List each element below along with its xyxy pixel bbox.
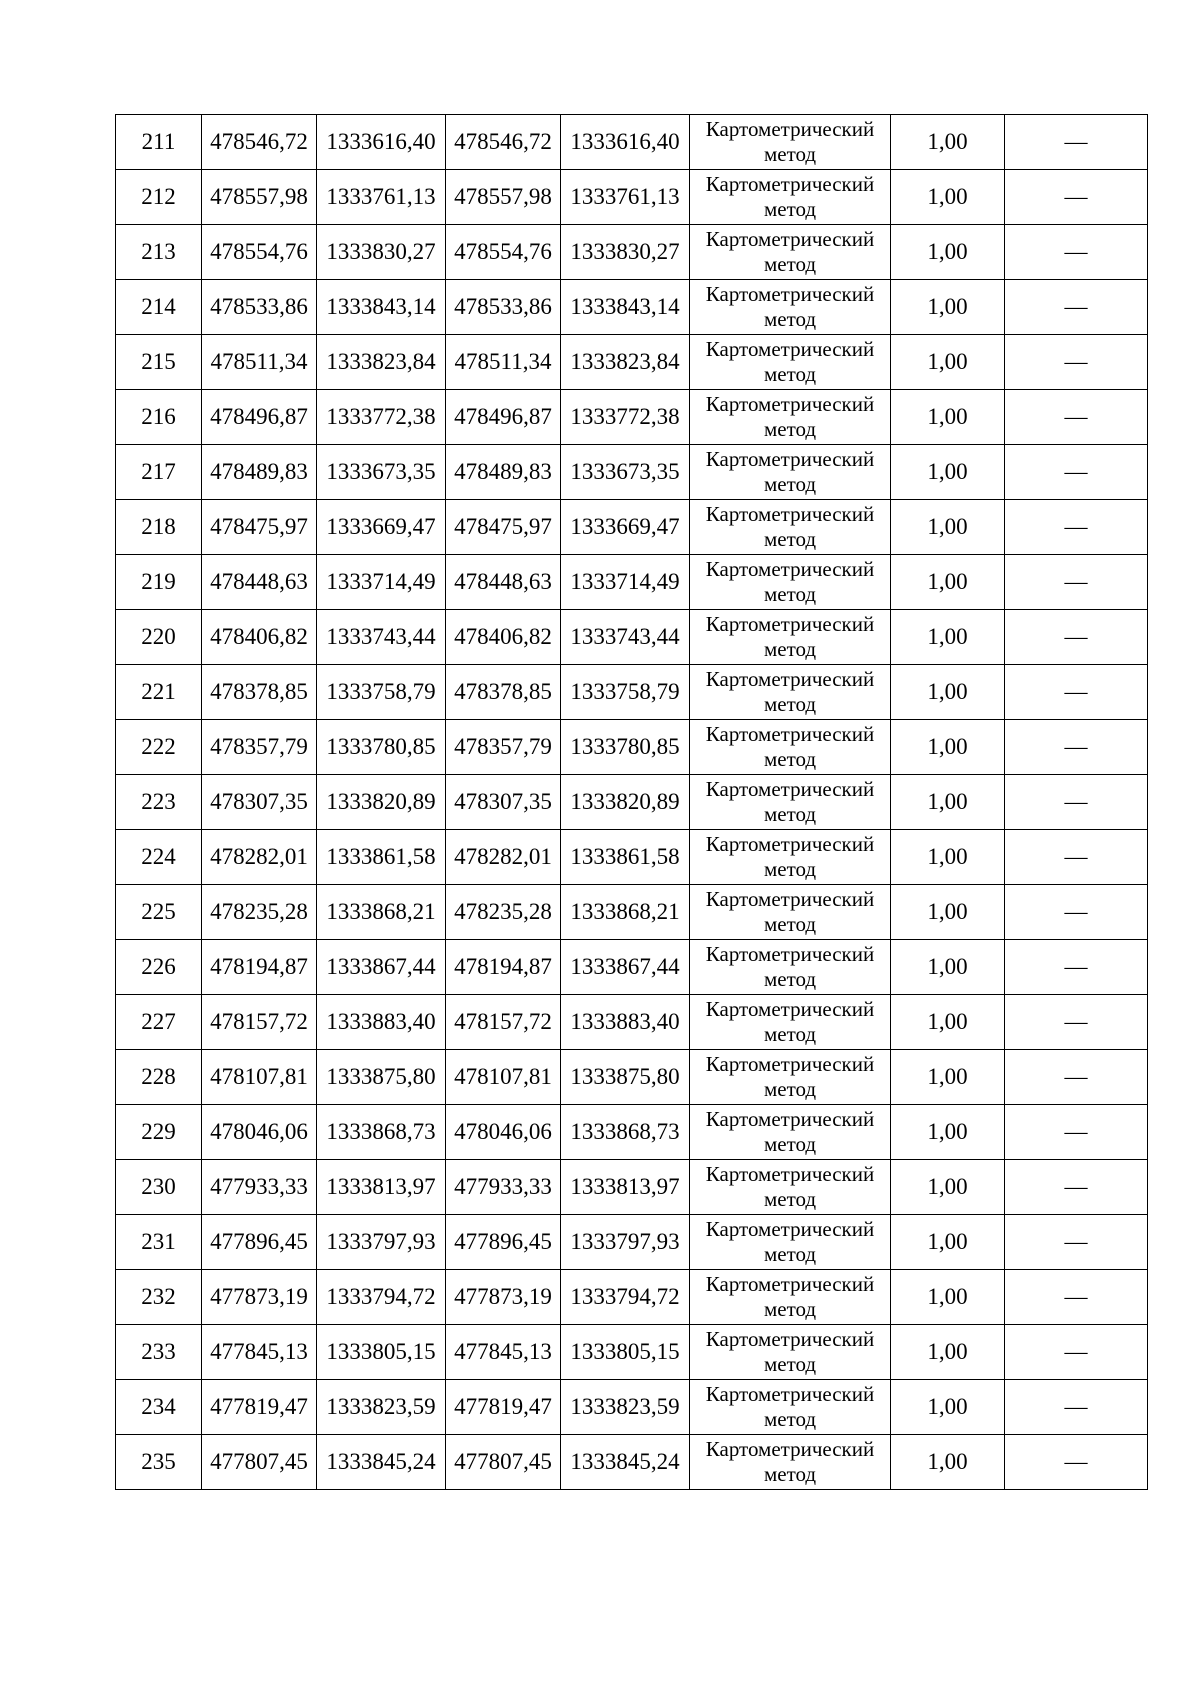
method-line-2: метод <box>763 1462 817 1486</box>
method-line-2: метод <box>763 1187 817 1211</box>
accuracy-cell: 1,00 <box>891 1380 1005 1435</box>
y-coordinate-cell: 1333875,80 <box>561 1050 690 1105</box>
x-coordinate-cell: 478307,35 <box>446 775 561 830</box>
x-coordinate-cell: 478557,98 <box>446 170 561 225</box>
y-coordinate-cell: 1333758,79 <box>561 665 690 720</box>
method-line-1: Картометрический <box>705 1272 875 1296</box>
y-coordinate-cell: 1333794,72 <box>561 1270 690 1325</box>
note-cell: — <box>1005 775 1148 830</box>
x-coordinate-cell: 478046,06 <box>202 1105 317 1160</box>
note-cell: — <box>1005 335 1148 390</box>
table-row <box>116 335 1148 390</box>
method-line-1: Картометрический <box>705 997 875 1021</box>
method-cell <box>690 1160 891 1215</box>
method-line-2: метод <box>763 197 817 221</box>
table-row <box>116 1380 1148 1435</box>
table-row <box>116 1050 1148 1105</box>
accuracy-cell: 1,00 <box>891 885 1005 940</box>
table-row <box>116 995 1148 1050</box>
method-line-1: Картометрический <box>705 447 875 471</box>
y-coordinate-cell: 1333714,49 <box>317 555 446 610</box>
point-number-cell: 221 <box>116 665 202 720</box>
y-coordinate-cell: 1333761,13 <box>317 170 446 225</box>
accuracy-cell: 1,00 <box>891 225 1005 280</box>
y-coordinate-cell: 1333861,58 <box>317 830 446 885</box>
table-row <box>116 610 1148 665</box>
x-coordinate-cell: 478307,35 <box>202 775 317 830</box>
y-coordinate-cell: 1333845,24 <box>561 1435 690 1490</box>
method-cell <box>690 1270 891 1325</box>
table-row <box>116 885 1148 940</box>
method-line-1: Картометрический <box>705 777 875 801</box>
method-cell <box>690 940 891 995</box>
method-cell <box>690 665 891 720</box>
x-coordinate-cell: 478496,87 <box>446 390 561 445</box>
point-number-cell: 211 <box>116 115 202 170</box>
table-row <box>116 720 1148 775</box>
method-cell <box>690 830 891 885</box>
method-line-2: метод <box>763 1242 817 1266</box>
x-coordinate-cell: 477873,19 <box>446 1270 561 1325</box>
y-coordinate-cell: 1333669,47 <box>317 500 446 555</box>
method-cell <box>690 280 891 335</box>
accuracy-cell: 1,00 <box>891 170 1005 225</box>
method-line-1: Картометрический <box>705 282 875 306</box>
y-coordinate-cell: 1333673,35 <box>561 445 690 500</box>
point-number-cell: 234 <box>116 1380 202 1435</box>
note-cell: — <box>1005 1050 1148 1105</box>
x-coordinate-cell: 478496,87 <box>202 390 317 445</box>
table-row <box>116 1105 1148 1160</box>
method-cell <box>690 775 891 830</box>
method-cell <box>690 390 891 445</box>
point-number-cell: 226 <box>116 940 202 995</box>
y-coordinate-cell: 1333780,85 <box>317 720 446 775</box>
method-cell <box>690 1380 891 1435</box>
table-body <box>116 115 1148 1490</box>
method-line-2: метод <box>763 857 817 881</box>
point-number-cell: 222 <box>116 720 202 775</box>
y-coordinate-cell: 1333868,73 <box>561 1105 690 1160</box>
x-coordinate-cell: 477845,13 <box>202 1325 317 1380</box>
y-coordinate-cell: 1333714,49 <box>561 555 690 610</box>
note-cell: — <box>1005 1270 1148 1325</box>
method-line-2: метод <box>763 1352 817 1376</box>
point-number-cell: 235 <box>116 1435 202 1490</box>
point-number-cell: 216 <box>116 390 202 445</box>
y-coordinate-cell: 1333797,93 <box>561 1215 690 1270</box>
note-cell: — <box>1005 940 1148 995</box>
point-number-cell: 215 <box>116 335 202 390</box>
accuracy-cell: 1,00 <box>891 1105 1005 1160</box>
x-coordinate-cell: 478357,79 <box>202 720 317 775</box>
x-coordinate-cell: 478357,79 <box>446 720 561 775</box>
table-row <box>116 1435 1148 1490</box>
accuracy-cell: 1,00 <box>891 1160 1005 1215</box>
method-cell <box>690 1215 891 1270</box>
note-cell: — <box>1005 885 1148 940</box>
coordinates-table <box>115 114 1148 1490</box>
point-number-cell: 214 <box>116 280 202 335</box>
x-coordinate-cell: 478378,85 <box>202 665 317 720</box>
point-number-cell: 223 <box>116 775 202 830</box>
x-coordinate-cell: 478406,82 <box>202 610 317 665</box>
method-cell <box>690 170 891 225</box>
note-cell: — <box>1005 445 1148 500</box>
method-cell <box>690 995 891 1050</box>
point-number-cell: 229 <box>116 1105 202 1160</box>
y-coordinate-cell: 1333772,38 <box>317 390 446 445</box>
y-coordinate-cell: 1333673,35 <box>317 445 446 500</box>
note-cell: — <box>1005 555 1148 610</box>
note-cell: — <box>1005 225 1148 280</box>
y-coordinate-cell: 1333868,21 <box>317 885 446 940</box>
method-line-1: Картометрический <box>705 117 875 141</box>
point-number-cell: 230 <box>116 1160 202 1215</box>
table-row <box>116 1215 1148 1270</box>
accuracy-cell: 1,00 <box>891 555 1005 610</box>
accuracy-cell: 1,00 <box>891 610 1005 665</box>
note-cell: — <box>1005 610 1148 665</box>
x-coordinate-cell: 478546,72 <box>446 115 561 170</box>
method-line-1: Картометрический <box>705 392 875 416</box>
method-line-2: метод <box>763 1022 817 1046</box>
table-row <box>116 500 1148 555</box>
point-number-cell: 217 <box>116 445 202 500</box>
accuracy-cell: 1,00 <box>891 335 1005 390</box>
method-line-1: Картометрический <box>705 1052 875 1076</box>
point-number-cell: 232 <box>116 1270 202 1325</box>
accuracy-cell: 1,00 <box>891 1215 1005 1270</box>
note-cell: — <box>1005 720 1148 775</box>
y-coordinate-cell: 1333669,47 <box>561 500 690 555</box>
method-line-1: Картометрический <box>705 557 875 581</box>
y-coordinate-cell: 1333743,44 <box>317 610 446 665</box>
point-number-cell: 224 <box>116 830 202 885</box>
method-line-2: метод <box>763 362 817 386</box>
method-line-2: метод <box>763 967 817 991</box>
y-coordinate-cell: 1333616,40 <box>317 115 446 170</box>
note-cell: — <box>1005 500 1148 555</box>
table-row <box>116 1160 1148 1215</box>
method-line-1: Картометрический <box>705 1382 875 1406</box>
table-row <box>116 1325 1148 1380</box>
x-coordinate-cell: 478448,63 <box>446 555 561 610</box>
y-coordinate-cell: 1333883,40 <box>317 995 446 1050</box>
method-cell <box>690 1050 891 1105</box>
method-cell <box>690 720 891 775</box>
note-cell: — <box>1005 1215 1148 1270</box>
y-coordinate-cell: 1333813,97 <box>561 1160 690 1215</box>
x-coordinate-cell: 478194,87 <box>202 940 317 995</box>
method-cell <box>690 1325 891 1380</box>
method-line-2: метод <box>763 527 817 551</box>
method-cell <box>690 115 891 170</box>
point-number-cell: 218 <box>116 500 202 555</box>
y-coordinate-cell: 1333875,80 <box>317 1050 446 1105</box>
x-coordinate-cell: 478194,87 <box>446 940 561 995</box>
y-coordinate-cell: 1333867,44 <box>561 940 690 995</box>
note-cell: — <box>1005 665 1148 720</box>
method-line-1: Картометрический <box>705 172 875 196</box>
y-coordinate-cell: 1333845,24 <box>317 1435 446 1490</box>
y-coordinate-cell: 1333805,15 <box>317 1325 446 1380</box>
method-line-2: метод <box>763 1132 817 1156</box>
note-cell: — <box>1005 830 1148 885</box>
y-coordinate-cell: 1333868,21 <box>561 885 690 940</box>
y-coordinate-cell: 1333758,79 <box>317 665 446 720</box>
y-coordinate-cell: 1333823,84 <box>561 335 690 390</box>
accuracy-cell: 1,00 <box>891 665 1005 720</box>
method-line-2: метод <box>763 252 817 276</box>
table-row <box>116 940 1148 995</box>
method-cell <box>690 885 891 940</box>
x-coordinate-cell: 477933,33 <box>202 1160 317 1215</box>
note-cell: — <box>1005 390 1148 445</box>
accuracy-cell: 1,00 <box>891 1325 1005 1380</box>
table-row <box>116 115 1148 170</box>
note-cell: — <box>1005 115 1148 170</box>
method-line-2: метод <box>763 472 817 496</box>
method-line-1: Картометрический <box>705 227 875 251</box>
method-line-1: Картометрический <box>705 887 875 911</box>
point-number-cell: 227 <box>116 995 202 1050</box>
method-line-1: Картометрический <box>705 612 875 636</box>
x-coordinate-cell: 477819,47 <box>202 1380 317 1435</box>
x-coordinate-cell: 478554,76 <box>446 225 561 280</box>
x-coordinate-cell: 477896,45 <box>202 1215 317 1270</box>
y-coordinate-cell: 1333797,93 <box>317 1215 446 1270</box>
y-coordinate-cell: 1333794,72 <box>317 1270 446 1325</box>
table-row <box>116 225 1148 280</box>
x-coordinate-cell: 478157,72 <box>202 995 317 1050</box>
y-coordinate-cell: 1333823,84 <box>317 335 446 390</box>
table-row <box>116 445 1148 500</box>
accuracy-cell: 1,00 <box>891 995 1005 1050</box>
method-line-2: метод <box>763 417 817 441</box>
x-coordinate-cell: 477845,13 <box>446 1325 561 1380</box>
y-coordinate-cell: 1333820,89 <box>317 775 446 830</box>
method-line-2: метод <box>763 582 817 606</box>
method-cell <box>690 555 891 610</box>
method-line-2: метод <box>763 637 817 661</box>
method-line-1: Картометрический <box>705 1437 875 1461</box>
table-row <box>116 1270 1148 1325</box>
method-cell <box>690 225 891 280</box>
y-coordinate-cell: 1333843,14 <box>561 280 690 335</box>
method-line-2: метод <box>763 307 817 331</box>
x-coordinate-cell: 478533,86 <box>202 280 317 335</box>
y-coordinate-cell: 1333820,89 <box>561 775 690 830</box>
point-number-cell: 212 <box>116 170 202 225</box>
point-number-cell: 225 <box>116 885 202 940</box>
table-row <box>116 555 1148 610</box>
x-coordinate-cell: 478378,85 <box>446 665 561 720</box>
y-coordinate-cell: 1333780,85 <box>561 720 690 775</box>
accuracy-cell: 1,00 <box>891 115 1005 170</box>
x-coordinate-cell: 478406,82 <box>446 610 561 665</box>
method-cell <box>690 1105 891 1160</box>
accuracy-cell: 1,00 <box>891 775 1005 830</box>
method-line-1: Картометрический <box>705 1107 875 1131</box>
y-coordinate-cell: 1333805,15 <box>561 1325 690 1380</box>
y-coordinate-cell: 1333883,40 <box>561 995 690 1050</box>
y-coordinate-cell: 1333761,13 <box>561 170 690 225</box>
y-coordinate-cell: 1333813,97 <box>317 1160 446 1215</box>
method-line-1: Картометрический <box>705 1217 875 1241</box>
note-cell: — <box>1005 1380 1148 1435</box>
x-coordinate-cell: 477807,45 <box>446 1435 561 1490</box>
y-coordinate-cell: 1333743,44 <box>561 610 690 665</box>
accuracy-cell: 1,00 <box>891 390 1005 445</box>
method-line-2: метод <box>763 912 817 936</box>
y-coordinate-cell: 1333868,73 <box>317 1105 446 1160</box>
x-coordinate-cell: 478511,34 <box>202 335 317 390</box>
note-cell: — <box>1005 280 1148 335</box>
note-cell: — <box>1005 170 1148 225</box>
accuracy-cell: 1,00 <box>891 280 1005 335</box>
method-line-2: метод <box>763 1077 817 1101</box>
x-coordinate-cell: 478107,81 <box>446 1050 561 1105</box>
x-coordinate-cell: 477896,45 <box>446 1215 561 1270</box>
accuracy-cell: 1,00 <box>891 445 1005 500</box>
y-coordinate-cell: 1333843,14 <box>317 280 446 335</box>
x-coordinate-cell: 478546,72 <box>202 115 317 170</box>
y-coordinate-cell: 1333823,59 <box>317 1380 446 1435</box>
x-coordinate-cell: 478282,01 <box>446 830 561 885</box>
x-coordinate-cell: 478107,81 <box>202 1050 317 1105</box>
x-coordinate-cell: 478511,34 <box>446 335 561 390</box>
table-row <box>116 830 1148 885</box>
x-coordinate-cell: 478235,28 <box>446 885 561 940</box>
x-coordinate-cell: 477819,47 <box>446 1380 561 1435</box>
note-cell: — <box>1005 1325 1148 1380</box>
x-coordinate-cell: 478046,06 <box>446 1105 561 1160</box>
accuracy-cell: 1,00 <box>891 830 1005 885</box>
x-coordinate-cell: 478475,97 <box>446 500 561 555</box>
x-coordinate-cell: 478533,86 <box>446 280 561 335</box>
y-coordinate-cell: 1333823,59 <box>561 1380 690 1435</box>
y-coordinate-cell: 1333616,40 <box>561 115 690 170</box>
y-coordinate-cell: 1333861,58 <box>561 830 690 885</box>
x-coordinate-cell: 478157,72 <box>446 995 561 1050</box>
accuracy-cell: 1,00 <box>891 1050 1005 1105</box>
y-coordinate-cell: 1333772,38 <box>561 390 690 445</box>
method-cell <box>690 335 891 390</box>
method-line-1: Картометрический <box>705 1327 875 1351</box>
method-line-2: метод <box>763 747 817 771</box>
x-coordinate-cell: 477807,45 <box>202 1435 317 1490</box>
x-coordinate-cell: 478448,63 <box>202 555 317 610</box>
method-line-1: Картометрический <box>705 832 875 856</box>
x-coordinate-cell: 478235,28 <box>202 885 317 940</box>
table-row <box>116 775 1148 830</box>
point-number-cell: 233 <box>116 1325 202 1380</box>
method-line-2: метод <box>763 1407 817 1431</box>
x-coordinate-cell: 478282,01 <box>202 830 317 885</box>
method-cell <box>690 610 891 665</box>
point-number-cell: 231 <box>116 1215 202 1270</box>
table-row <box>116 170 1148 225</box>
method-line-2: метод <box>763 692 817 716</box>
point-number-cell: 219 <box>116 555 202 610</box>
y-coordinate-cell: 1333867,44 <box>317 940 446 995</box>
table-row <box>116 665 1148 720</box>
method-line-2: метод <box>763 142 817 166</box>
table-row <box>116 390 1148 445</box>
x-coordinate-cell: 477933,33 <box>446 1160 561 1215</box>
y-coordinate-cell: 1333830,27 <box>561 225 690 280</box>
note-cell: — <box>1005 1160 1148 1215</box>
method-line-1: Картометрический <box>705 722 875 746</box>
method-cell <box>690 445 891 500</box>
accuracy-cell: 1,00 <box>891 940 1005 995</box>
accuracy-cell: 1,00 <box>891 720 1005 775</box>
method-line-2: метод <box>763 1297 817 1321</box>
x-coordinate-cell: 478475,97 <box>202 500 317 555</box>
point-number-cell: 213 <box>116 225 202 280</box>
method-cell <box>690 500 891 555</box>
point-number-cell: 220 <box>116 610 202 665</box>
note-cell: — <box>1005 1105 1148 1160</box>
x-coordinate-cell: 478554,76 <box>202 225 317 280</box>
method-line-1: Картометрический <box>705 502 875 526</box>
table-row <box>116 280 1148 335</box>
x-coordinate-cell: 478557,98 <box>202 170 317 225</box>
point-number-cell: 228 <box>116 1050 202 1105</box>
accuracy-cell: 1,00 <box>891 1270 1005 1325</box>
note-cell: — <box>1005 995 1148 1050</box>
note-cell: — <box>1005 1435 1148 1490</box>
method-line-1: Картометрический <box>705 667 875 691</box>
x-coordinate-cell: 478489,83 <box>202 445 317 500</box>
x-coordinate-cell: 478489,83 <box>446 445 561 500</box>
accuracy-cell: 1,00 <box>891 1435 1005 1490</box>
method-cell <box>690 1435 891 1490</box>
accuracy-cell: 1,00 <box>891 500 1005 555</box>
method-line-1: Картометрический <box>705 942 875 966</box>
y-coordinate-cell: 1333830,27 <box>317 225 446 280</box>
method-line-1: Картометрический <box>705 1162 875 1186</box>
method-line-1: Картометрический <box>705 337 875 361</box>
method-line-2: метод <box>763 802 817 826</box>
x-coordinate-cell: 477873,19 <box>202 1270 317 1325</box>
